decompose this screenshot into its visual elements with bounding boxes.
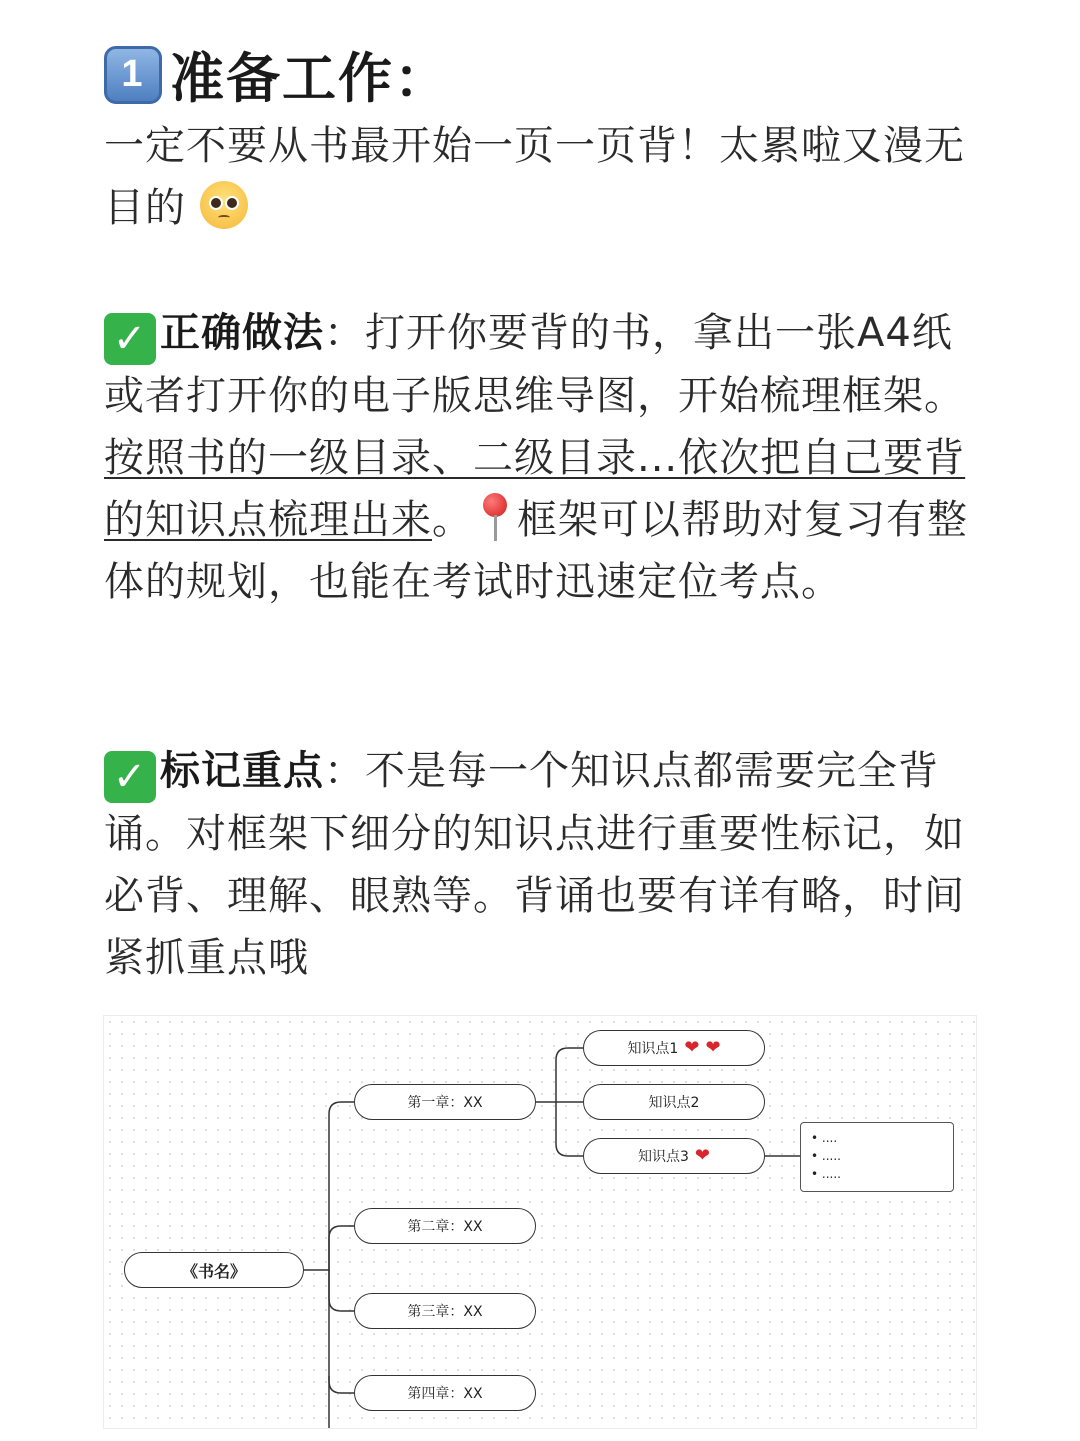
knowledge-point-node-1 (583, 1030, 765, 1066)
connector-chapter-3 (329, 1270, 354, 1311)
correct-method-underlined-text: 按照书的一级目录、二级目录...依次把自己要背的知识点梳理出来 (104, 435, 966, 543)
correct-method-text-c: 框架可以帮助对复习有整体的规划，也能在考试时迅速定位考点。 (104, 497, 968, 605)
mind-map-diagram (103, 1015, 977, 1429)
pushpin-icon (477, 491, 513, 543)
correct-method-text-b: 。 (432, 497, 473, 543)
intro-text: 一定不要从书最开始一页一页背！太累啦又漫无目的 (104, 123, 965, 231)
note-box (800, 1122, 954, 1192)
correct-method-text-a: 打开你要背的书，拿出一张A4纸或者打开你的电子版思维导图，开始梳理框架。 (104, 310, 965, 419)
knowledge-point-label: 知识点2 (648, 1095, 700, 1111)
correct-method-colon: ： (324, 310, 365, 356)
chapter-node-2: 第二章：XX (354, 1208, 536, 1244)
mark-key-points-paragraph (104, 740, 984, 989)
correct-method-paragraph (104, 302, 984, 613)
correct-method-label: 正确做法 (160, 310, 324, 356)
check-mark-icon: ✓ (104, 751, 156, 803)
knowledge-point-label: 知识点1 (627, 1041, 679, 1057)
chapter-node-1: 第一章：XX (354, 1084, 536, 1120)
heart-icon: ❤ (705, 1037, 721, 1058)
pleading-face-icon (200, 181, 248, 229)
note-item: • .... (811, 1131, 838, 1145)
intro-paragraph (104, 115, 984, 239)
note-item: • ..... (811, 1149, 841, 1163)
connector-chapter-4 (329, 1270, 354, 1393)
mark-key-points-colon: ： (324, 748, 365, 794)
mark-key-points-text: 不是每一个知识点都需要完全背诵。对框架下细分的知识点进行重要性标记，如必背、理解、眼熟等。背诵也要有详有略，时间紧抓重点哦 (104, 748, 965, 981)
chapter-node-3: 第三章：XX (354, 1293, 536, 1329)
check-mark-icon: ✓ (104, 313, 156, 365)
section-heading (104, 36, 450, 113)
knowledge-point-node-3 (583, 1138, 765, 1174)
knowledge-point-label: 知识点3 (637, 1149, 689, 1165)
heart-icon: ❤ (684, 1037, 700, 1058)
heart-icon: ❤ (694, 1145, 710, 1166)
heading-title: 准备工作： (170, 47, 450, 110)
mind-map-root-node: 《书名》 (124, 1252, 304, 1288)
connector-point-3 (556, 1102, 583, 1156)
chapter-node-4: 第四章：XX (354, 1375, 536, 1411)
connector-point-1 (556, 1048, 583, 1102)
keycap-one-icon: 1 (104, 46, 162, 104)
connector-chapter-1 (319, 1102, 354, 1270)
mark-key-points-label: 标记重点 (160, 748, 324, 794)
knowledge-point-node-2 (583, 1084, 765, 1120)
connector-chapter-2 (329, 1226, 354, 1270)
note-item: • ..... (811, 1167, 841, 1181)
mind-map-connectors (104, 1016, 977, 1429)
